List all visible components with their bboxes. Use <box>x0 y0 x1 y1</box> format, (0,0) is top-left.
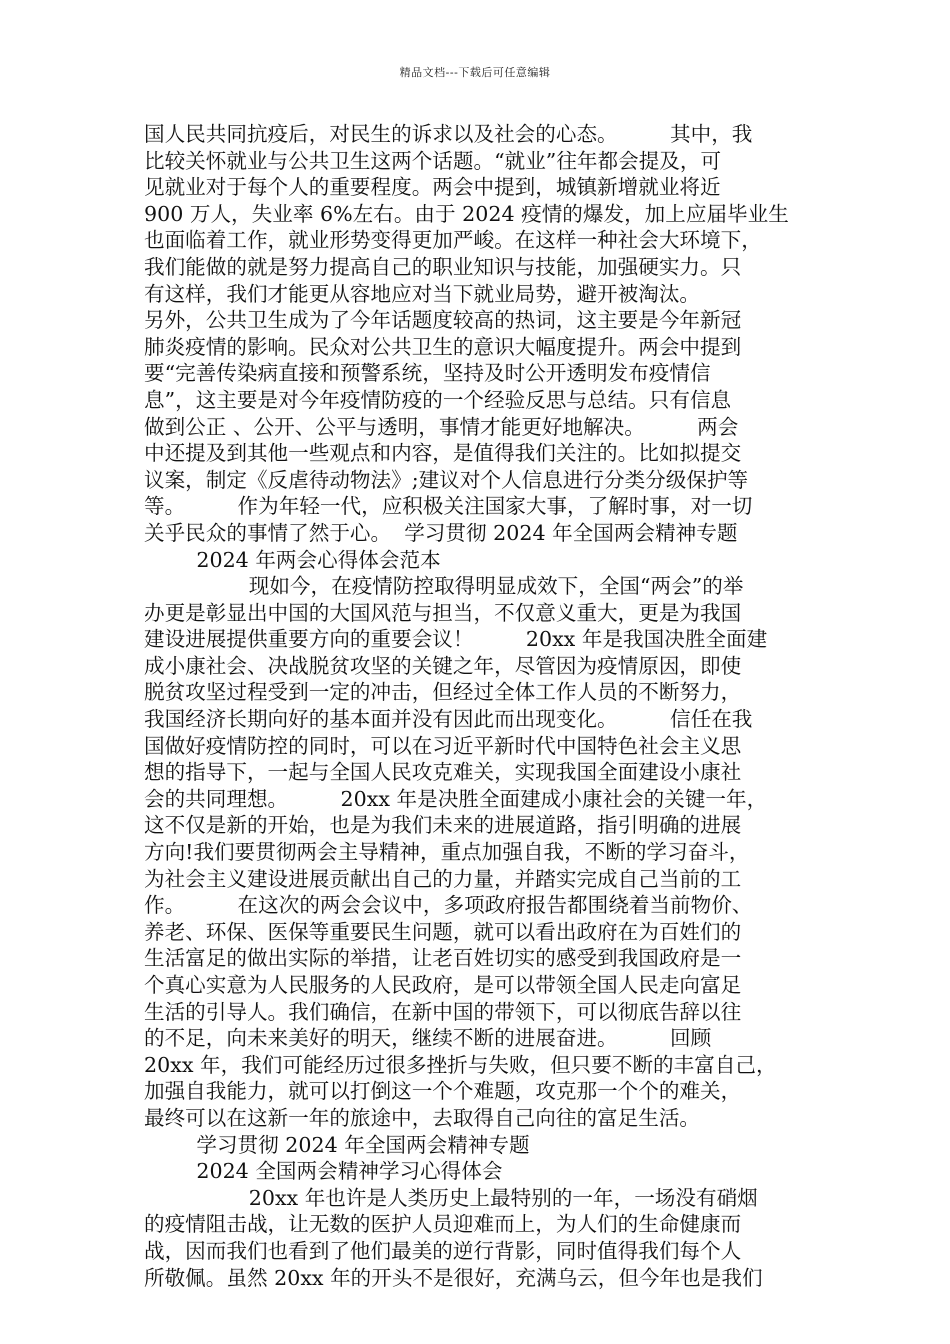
text-line: 比较关怀就业与公共卫生这两个话题。“就业”往年都会提及，可 <box>144 148 722 173</box>
text-line: 个真心实意为人民服务的人民政府，是可以带领全国人民走向富足 <box>144 973 742 997</box>
text-line: 所敬佩。虽然 20xx 年的开头不是很好，充满乌云，但今年也是我们 <box>144 1265 763 1290</box>
section-heading: 学习贯彻 2024 年全国两会精神专题 <box>144 1132 530 1157</box>
text-line: 现如今，在疫情防控取得明显成效下，全国“两会”的举 <box>144 574 744 599</box>
text-line: 生活的引导人。我们确信，在新中国的带领下，可以彻底告辞以往 <box>144 999 742 1024</box>
text-line: 我国经济长期向好的基本面并没有因此而出现变化。 信任在我 <box>144 707 753 732</box>
text-line: 20xx 年也许是人类历史上最特别的一年，一场没有硝烟 <box>144 1185 758 1210</box>
text-line: 国做好疫情防控的同时，可以在习近平新时代中国特色社会主义思 <box>144 733 742 758</box>
text-line: 养老、环保、医保等重要民生问题，就可以看出政府在为百姓们的 <box>144 919 742 944</box>
text-line: 也面临着工作，就业形势变得更加严峻。在这样一种社会大环境下， <box>144 228 762 253</box>
text-line: 见就业对于每个人的重要程度。两会中提到，城镇新增就业将近 <box>144 175 721 200</box>
text-line: 要“完善传染病直接和预警系统，坚持及时公开透明发布疫情信 <box>144 361 711 386</box>
text-line: 20xx 年，我们可能经历过很多挫折与失败，但只要不断的丰富自己， <box>144 1052 777 1077</box>
text-line: 成小康社会、决战脱贫攻坚的关键之年，尽管因为疫情原因，即使 <box>144 653 742 678</box>
text-line: 方向!我们要贯彻两会主导精神，重点加强自我，不断的学习奋斗， <box>144 840 750 865</box>
document-body <box>144 121 810 1291</box>
text-line: 最终可以在这新一年的旅途中，去取得自己向往的富足生活。 <box>144 1105 701 1130</box>
text-line: 加强自我能力，就可以打倒这一个个难题，攻克那一个个的难关， <box>144 1079 742 1104</box>
text-line: 900 万人，失业率 6%左右。由于 2024 疫情的爆发，加上应届毕业生 <box>144 201 789 226</box>
text-line: 关乎民众的事情了然于心。 学习贯彻 2024 年全国两会精神专题 <box>144 520 738 545</box>
text-line: 我们能做的就是努力提高自己的职业知识与技能，加强硬实力。只 <box>144 254 742 279</box>
text-line: 息”，这主要是对今年疫情防疫的一个经验反思与总结。只有信息 <box>144 387 732 412</box>
page-header: 精品文档---下载后可任意编辑 <box>399 66 551 79</box>
text-line: 战，因而我们也看到了他们最美的逆行背影，同时值得我们每个人 <box>144 1238 742 1263</box>
text-line: 议案，制定《反虐待动物法》;建议对个人信息进行分类分级保护等 <box>144 467 749 492</box>
text-line: 中还提及到其他一些观点和内容，是值得我们关注的。比如拟提交 <box>144 441 742 466</box>
text-line: 有这样，我们才能更从容地应对当下就业局势，避开被淘汰。 <box>144 281 701 306</box>
text-line: 为社会主义建设进展贡献出自己的力量，并踏实完成自己当前的工 <box>144 866 742 891</box>
text-line: 作。 在这次的两会会议中，多项政府报告都围绕着当前物价、 <box>144 893 753 918</box>
text-line: 的疫情阻击战，让无数的医护人员迎难而上，为人们的生命健康而 <box>144 1212 742 1237</box>
text-line: 另外，公共卫生成为了今年话题度较高的热词，这主要是今年新冠 <box>144 308 742 333</box>
text-line: 想的指导下，一起与全国人民攻克难关，实现我国全面建设小康社 <box>144 760 742 785</box>
text-line: 办更是彰显出中国的大国风范与担当，不仅意义重大，更是为我国 <box>144 600 742 625</box>
section-heading: 2024 年两会心得体会范本 <box>144 547 441 572</box>
text-line: 脱贫攻坚过程受到一定的冲击，但经过全体工作人员的不断努力， <box>144 680 742 705</box>
text-line: 会的共同理想。 20xx 年是决胜全面建成小康社会的关键一年， <box>144 786 768 811</box>
text-line: 这不仅是新的开始，也是为我们未来的进展道路，指引明确的进展 <box>144 813 742 838</box>
text-line: 做到公正 、公开、公平与透明，事情才能更好地解决。 两会 <box>144 414 739 439</box>
text-line: 等。 作为年轻一代，应积极关注国家大事，了解时事，对一切 <box>144 494 753 519</box>
text-line: 的不足，向未来美好的明天，继续不断的进展奋进。 回顾 <box>144 1026 712 1051</box>
text-line: 国人民共同抗疫后，对民生的诉求以及社会的心态。 其中，我 <box>144 122 753 146</box>
text-line: 建设进展提供重要方向的重要会议！ 20xx 年是我国决胜全面建 <box>144 627 768 652</box>
section-heading: 2024 全国两会精神学习心得体会 <box>144 1159 503 1184</box>
text-line: 肺炎疫情的影响。民众对公共卫生的意识大幅度提升。两会中提到 <box>144 334 742 359</box>
text-line: 生活富足的做出实际的举措，让老百姓切实的感受到我国政府是一 <box>144 946 742 971</box>
